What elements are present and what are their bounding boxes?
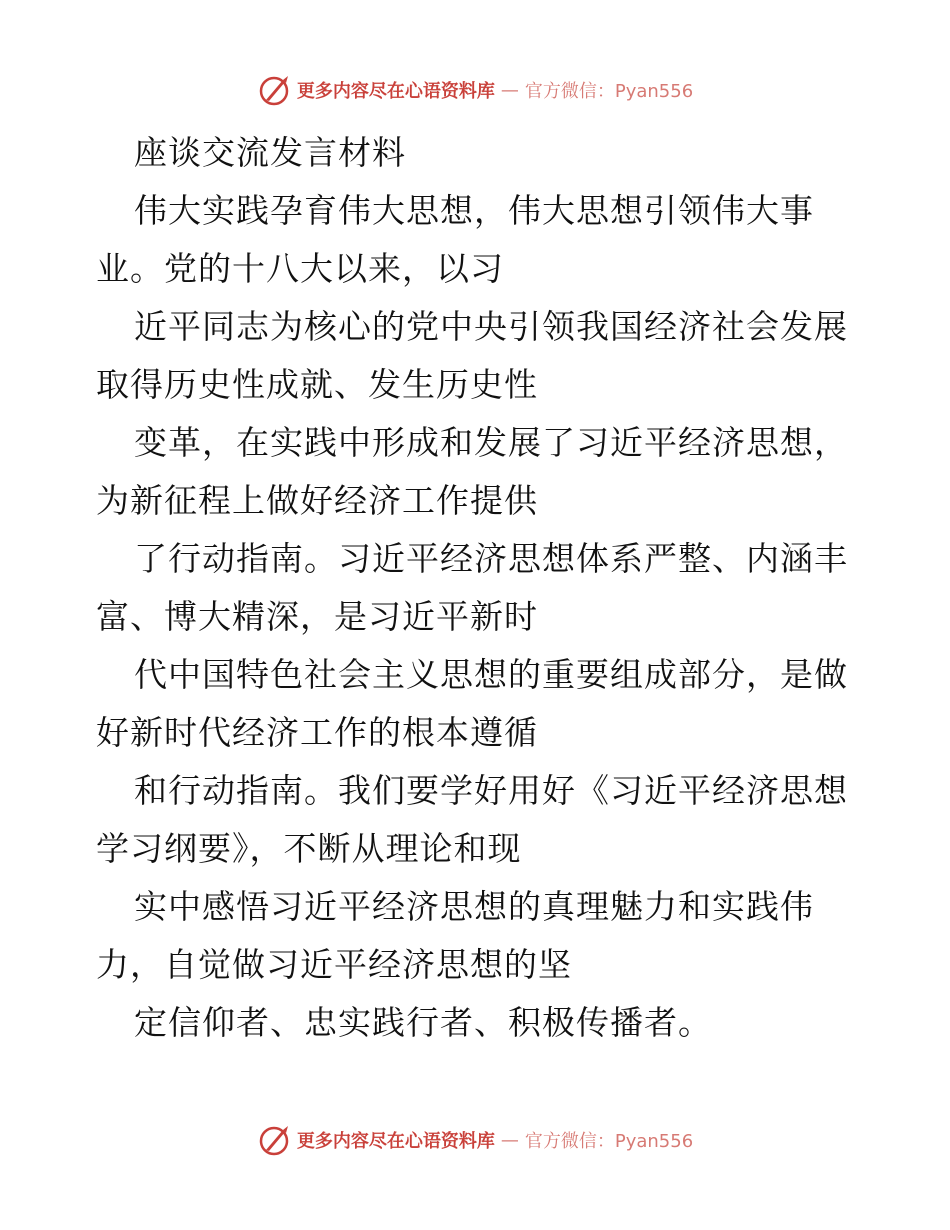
paragraph-line: 代中国特色社会主义思想的重要组成部分，是做	[134, 655, 848, 694]
paragraph-line: 和行动指南。我们要学好用好《习近平经济思想	[134, 771, 848, 810]
paragraph-line: 业。党的十八大以来，以习	[96, 249, 504, 288]
promo-contact-text: 官方微信：Pyan556	[524, 81, 694, 102]
paragraph-line: 学习纲要》，不断从理论和现	[96, 829, 522, 868]
paragraph-line: 为新征程上做好经济工作提供	[96, 481, 538, 520]
paragraph-line: 了行动指南。习近平经济思想体系严整、内涵丰	[134, 539, 848, 578]
paragraph-line: 变革，在实践中形成和发展了习近平经济思想，	[134, 423, 848, 462]
promo-main-text: 更多内容尽在心语资料库	[296, 1131, 495, 1152]
promo-dash: —	[500, 1129, 519, 1151]
paragraph-line: 取得历史性成就、发生历史性	[96, 365, 538, 404]
promo-contact-text: 官方微信：Pyan556	[524, 1131, 694, 1152]
promo-main-text: 更多内容尽在心语资料库	[296, 81, 495, 102]
paragraph-line: 富、博大精深，是习近平新时	[96, 597, 538, 636]
paragraph-line: 伟大实践孕育伟大思想，伟大思想引领伟大事	[134, 191, 814, 230]
quill-pen-logo-icon	[257, 1123, 291, 1157]
promo-dash: —	[500, 79, 519, 101]
footer-promo-banner	[0, 1120, 950, 1160]
paragraph-line: 好新时代经济工作的根本遵循	[96, 713, 538, 752]
paragraph-line: 力，自觉做习近平经济思想的坚	[96, 945, 572, 984]
header-promo-banner	[0, 70, 950, 110]
paragraph-line: 实中感悟习近平经济思想的真理魅力和实践伟	[134, 887, 814, 926]
paragraph-line: 近平同志为核心的党中央引领我国经济社会发展	[134, 307, 848, 346]
document-body	[96, 124, 866, 1052]
paragraph-line: 定信仰者、忠实践行者、积极传播者。	[134, 1003, 712, 1042]
document-title: 座谈交流发言材料	[134, 133, 406, 172]
quill-pen-logo-icon	[257, 73, 291, 107]
